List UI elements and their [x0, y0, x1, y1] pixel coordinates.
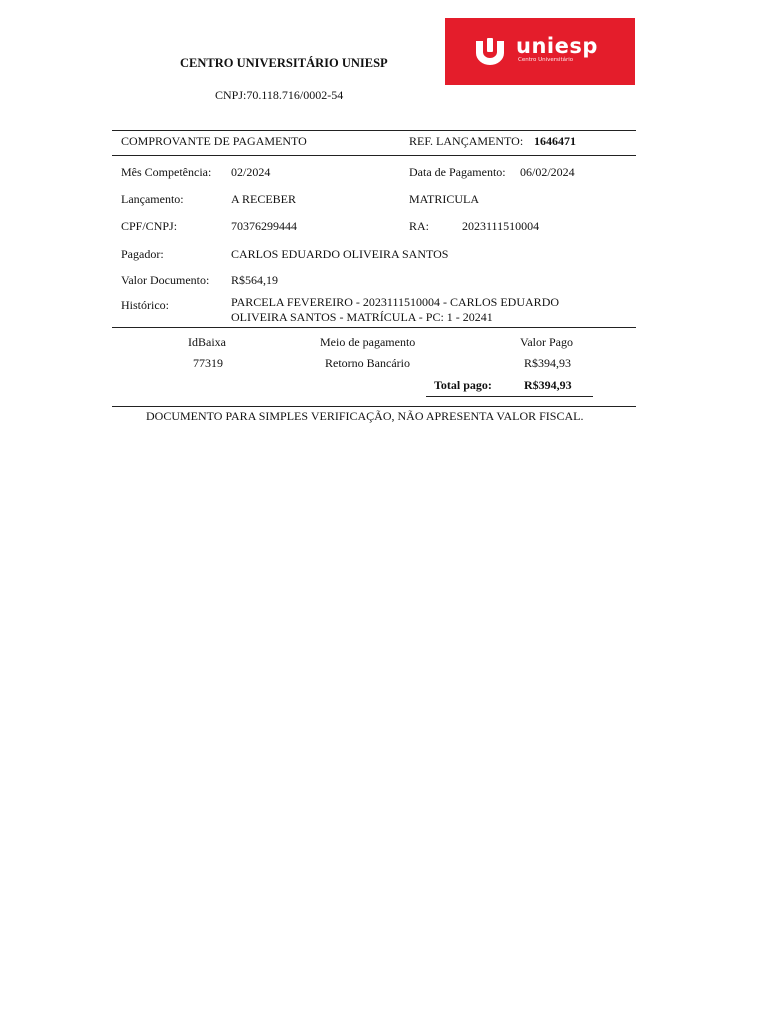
- data-pagamento-label: Data de Pagamento:: [409, 165, 506, 179]
- row-idbaixa: 77319: [193, 356, 223, 370]
- disclaimer: DOCUMENTO PARA SIMPLES VERIFICAÇÃO, NÃO APRESENTA VALOR FISCAL.: [146, 409, 584, 423]
- historico-value: PARCELA FEVEREIRO - 2023111510004 - CARLOS EDUARDO OLIVEIRA SANTOS - MATRÍCULA - PC: 1 - 20241: [231, 295, 560, 324]
- logo-subtitle: Centro Universitário: [518, 57, 574, 63]
- ref-value: 1646471: [534, 134, 576, 148]
- competencia-label: Mês Competência:: [121, 165, 212, 179]
- divider-title: [112, 155, 636, 156]
- institution-name: CENTRO UNIVERSITÁRIO UNIESP: [180, 56, 388, 70]
- competencia-value: 02/2024: [231, 165, 271, 179]
- cpf-value: 70376299444: [231, 219, 297, 233]
- uniesp-logo: [445, 18, 635, 85]
- pagador-label: Pagador:: [121, 247, 164, 261]
- divider-top: [112, 130, 636, 131]
- uniesp-emblem-icon: [473, 38, 507, 66]
- ra-value: 2023111510004: [462, 219, 540, 233]
- pagador-value: CARLOS EDUARDO OLIVEIRA SANTOS: [231, 247, 449, 261]
- row-meio: Retorno Bancário: [325, 356, 410, 370]
- receipt-title: COMPROVANTE DE PAGAMENTO: [121, 134, 307, 148]
- total-underline: [426, 396, 593, 397]
- total-label: Total pago:: [434, 378, 492, 392]
- divider-fields: [112, 327, 636, 328]
- valor-value: R$564,19: [231, 273, 279, 287]
- col-header-idbaixa: IdBaixa: [188, 335, 226, 349]
- data-pagamento-value: 06/02/2024: [520, 165, 575, 179]
- col-header-valor: Valor Pago: [520, 335, 573, 349]
- divider-footer: [112, 406, 636, 407]
- tipo-value: MATRICULA: [409, 192, 480, 206]
- ref-label: REF. LANÇAMENTO:: [409, 134, 524, 148]
- row-valor: R$394,93: [524, 356, 572, 370]
- historico-label: Histórico:: [121, 298, 169, 312]
- valor-label: Valor Documento:: [121, 273, 210, 287]
- logo-wordmark: uniesp: [516, 34, 598, 58]
- institution-cnpj: CNPJ:70.118.716/0002-54: [215, 88, 344, 102]
- lancamento-value: A RECEBER: [231, 192, 297, 206]
- cpf-label: CPF/CNPJ:: [121, 219, 178, 233]
- ra-label: RA:: [409, 219, 430, 233]
- col-header-meio: Meio de pagamento: [320, 335, 416, 349]
- lancamento-label: Lançamento:: [121, 192, 184, 206]
- total-value: R$394,93: [524, 378, 572, 392]
